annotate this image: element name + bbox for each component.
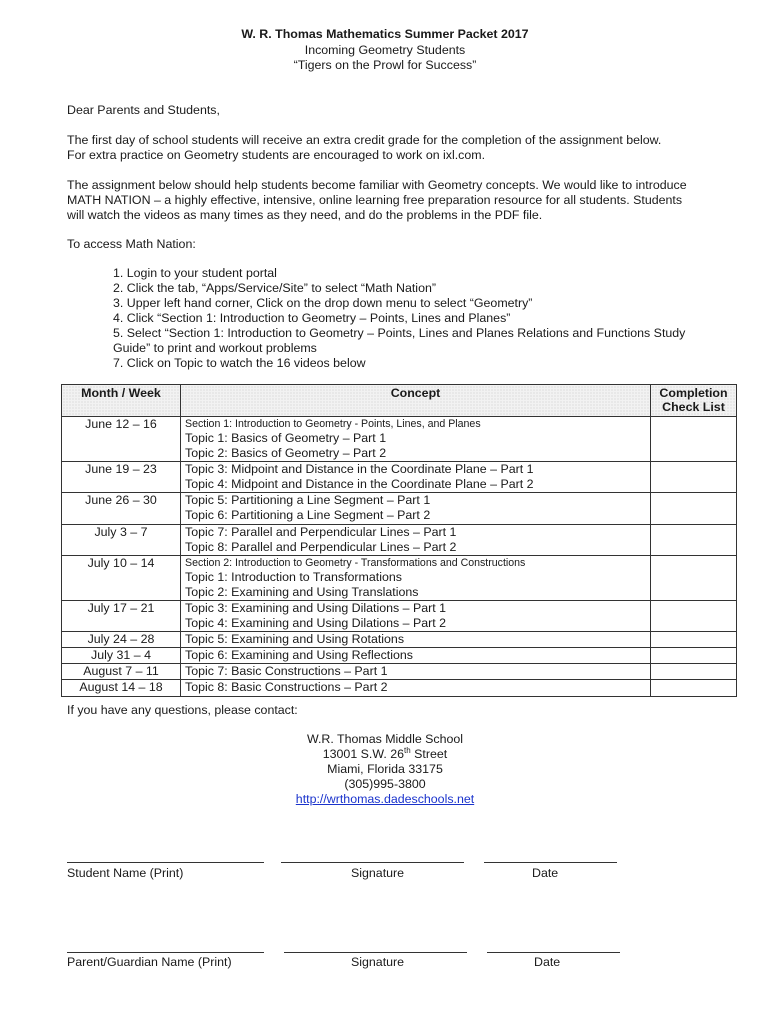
document-header <box>0 27 770 74</box>
packet-subtitle: Incoming Geometry Students <box>304 42 466 57</box>
school-phone: (305)995-3800 <box>344 777 426 791</box>
section-heading: Section 2: Introduction to Geometry - Transformations and Constructions <box>185 556 526 569</box>
topic-item: Topic 4: Midpoint and Distance in the Coordinate Plane – Part 2 <box>185 477 534 492</box>
student-name-line[interactable] <box>67 862 264 863</box>
week-cell: August 14 – 18 <box>62 680 181 696</box>
header-label: Concept <box>390 386 441 400</box>
topic-item: Topic 7: Parallel and Perpendicular Lines – Part 1 <box>185 524 457 539</box>
access-steps-list <box>113 266 713 371</box>
table-row <box>62 648 737 664</box>
school-name: W.R. Thomas Middle School <box>306 732 464 746</box>
week-cell: June 12 – 16 <box>62 417 181 462</box>
table-row <box>62 417 737 462</box>
topic-item: Topic 1: Basics of Geometry – Part 1 <box>185 431 387 445</box>
week-cell: July 10 – 14 <box>62 555 181 600</box>
table-row <box>62 493 737 524</box>
topic-item: Topic 1: Introduction to Transformations <box>185 569 402 584</box>
header-label: Completion <box>659 386 728 400</box>
concept-cell <box>181 664 651 680</box>
completion-check-cell[interactable] <box>651 462 737 493</box>
table-row <box>62 555 737 600</box>
paragraph-line: The first day of school students will receive an extra credit grade for the completion of the assignment below. <box>67 133 662 147</box>
table-header-row <box>62 385 737 417</box>
street-suffix: th <box>404 745 411 755</box>
topic-item: Topic 5: Examining and Using Rotations <box>185 632 405 647</box>
paragraph-line: will watch the videos as many times as they need, and do the problems in the PDF file. <box>67 208 543 222</box>
table-row <box>62 680 737 696</box>
parent-date-label: Date <box>534 955 561 969</box>
topic-item: Topic 5: Partitioning a Line Segment – Part 1 <box>185 493 431 508</box>
student-date-label: Date <box>532 866 559 880</box>
step-item: 5. Select “Section 1: Introduction to Geometry – Points, Lines and Planes Relations and Functions Study <box>113 326 686 340</box>
step-item: 2. Click the tab, “Apps/Service/Site” to select “Math Nation” <box>113 281 436 295</box>
parent-date-line[interactable] <box>487 952 620 953</box>
parent-signature-label: Signature <box>351 955 405 969</box>
step-item: 3. Upper left hand corner, Click on the drop down menu to select “Geometry” <box>113 296 533 310</box>
concept-cell <box>181 493 651 524</box>
concept-cell <box>181 648 651 664</box>
parent-name-label: Parent/Guardian Name (Print) <box>67 955 232 969</box>
section-heading: Section 1: Introduction to Geometry - Points, Lines, and Planes <box>185 418 481 430</box>
topic-item: Topic 6: Examining and Using Reflections <box>185 648 413 663</box>
packet-title: W. R. Thomas Mathematics Summer Packet 2017 <box>241 27 529 41</box>
paragraph-line: For extra practice on Geometry students are encouraged to work on ixl.com. <box>67 148 486 162</box>
topic-item: Topic 2: Examining and Using Translations <box>185 584 419 599</box>
completion-check-cell[interactable] <box>651 664 737 680</box>
concept-cell <box>181 417 651 462</box>
step-item: Guide” to print and workout problems <box>113 341 317 355</box>
concept-cell <box>181 462 651 493</box>
packet-motto: “Tigers on the Prowl for Success” <box>293 58 477 72</box>
student-signature-label: Signature <box>351 866 405 880</box>
school-address <box>0 747 770 762</box>
street-name: Street <box>410 747 448 761</box>
topic-item: Topic 4: Examining and Using Dilations – Part 2 <box>185 616 447 631</box>
completion-check-cell[interactable] <box>651 680 737 696</box>
step-item: 4. Click “Section 1: Introduction to Geometry – Points, Lines and Planes” <box>113 311 511 325</box>
header-label: Check List <box>662 400 725 414</box>
week-cell: August 7 – 11 <box>62 664 181 680</box>
concept-cell <box>181 555 651 600</box>
header-completion <box>651 385 737 417</box>
table-row <box>62 524 737 555</box>
street-number: 13001 S.W. 26 <box>322 747 405 761</box>
concept-cell <box>181 680 651 696</box>
topic-item: Topic 2: Basics of Geometry – Part 2 <box>185 446 387 461</box>
access-intro: To access Math Nation: <box>67 237 196 251</box>
table-row <box>62 600 737 631</box>
week-cell: July 24 – 28 <box>62 632 181 648</box>
completion-check-cell[interactable] <box>651 493 737 524</box>
completion-check-cell[interactable] <box>651 524 737 555</box>
topic-item: Topic 6: Partitioning a Line Segment – Part 2 <box>185 508 431 523</box>
step-item: 1. Login to your student portal <box>113 266 277 280</box>
table-row <box>62 632 737 648</box>
header-label: Month / Week <box>81 386 161 400</box>
completion-check-cell[interactable] <box>651 632 737 648</box>
paragraph-line: The assignment below should help students become familiar with Geometry concepts. We would like to introduce <box>67 178 687 192</box>
paragraph-line: MATH NATION – a highly effective, intensive, online learning free preparation resource for all students. Students <box>67 193 683 207</box>
parent-signature-line[interactable] <box>284 952 467 953</box>
student-date-line[interactable] <box>484 862 617 863</box>
week-cell: July 31 – 4 <box>62 648 181 664</box>
topic-item: Topic 8: Basic Constructions – Part 2 <box>185 680 388 695</box>
week-cell: July 17 – 21 <box>62 600 181 631</box>
completion-check-cell[interactable] <box>651 555 737 600</box>
parent-name-line[interactable] <box>67 952 264 953</box>
table-row <box>62 664 737 680</box>
topic-item: Topic 3: Midpoint and Distance in the Coordinate Plane – Part 1 <box>185 462 534 477</box>
student-name-label: Student Name (Print) <box>67 866 184 880</box>
step-item: 7. Click on Topic to watch the 16 videos below <box>113 356 366 370</box>
schedule-table <box>61 384 737 697</box>
header-month-week <box>62 385 181 417</box>
week-cell: July 3 – 7 <box>62 524 181 555</box>
completion-check-cell[interactable] <box>651 600 737 631</box>
week-cell: June 19 – 23 <box>62 462 181 493</box>
contact-intro: If you have any questions, please contact: <box>67 703 298 717</box>
school-website-link[interactable]: http://wrthomas.dadeschools.net <box>295 792 475 806</box>
school-city: Miami, Florida 33175 <box>327 762 443 776</box>
greeting: Dear Parents and Students, <box>67 103 220 117</box>
table-row <box>62 462 737 493</box>
student-signature-line[interactable] <box>281 862 464 863</box>
paragraph-extra-credit <box>67 133 717 163</box>
concept-cell <box>181 632 651 648</box>
concept-cell <box>181 524 651 555</box>
concept-cell <box>181 600 651 631</box>
topic-item: Topic 3: Examining and Using Dilations – Part 1 <box>185 600 447 615</box>
week-cell: June 26 – 30 <box>62 493 181 524</box>
topic-item: Topic 8: Parallel and Perpendicular Lines – Part 2 <box>185 539 457 554</box>
contact-block <box>0 732 770 807</box>
completion-check-cell[interactable] <box>651 417 737 462</box>
paragraph-assignment <box>67 178 717 223</box>
completion-check-cell[interactable] <box>651 648 737 664</box>
header-concept <box>181 385 651 417</box>
topic-item: Topic 7: Basic Constructions – Part 1 <box>185 664 388 679</box>
